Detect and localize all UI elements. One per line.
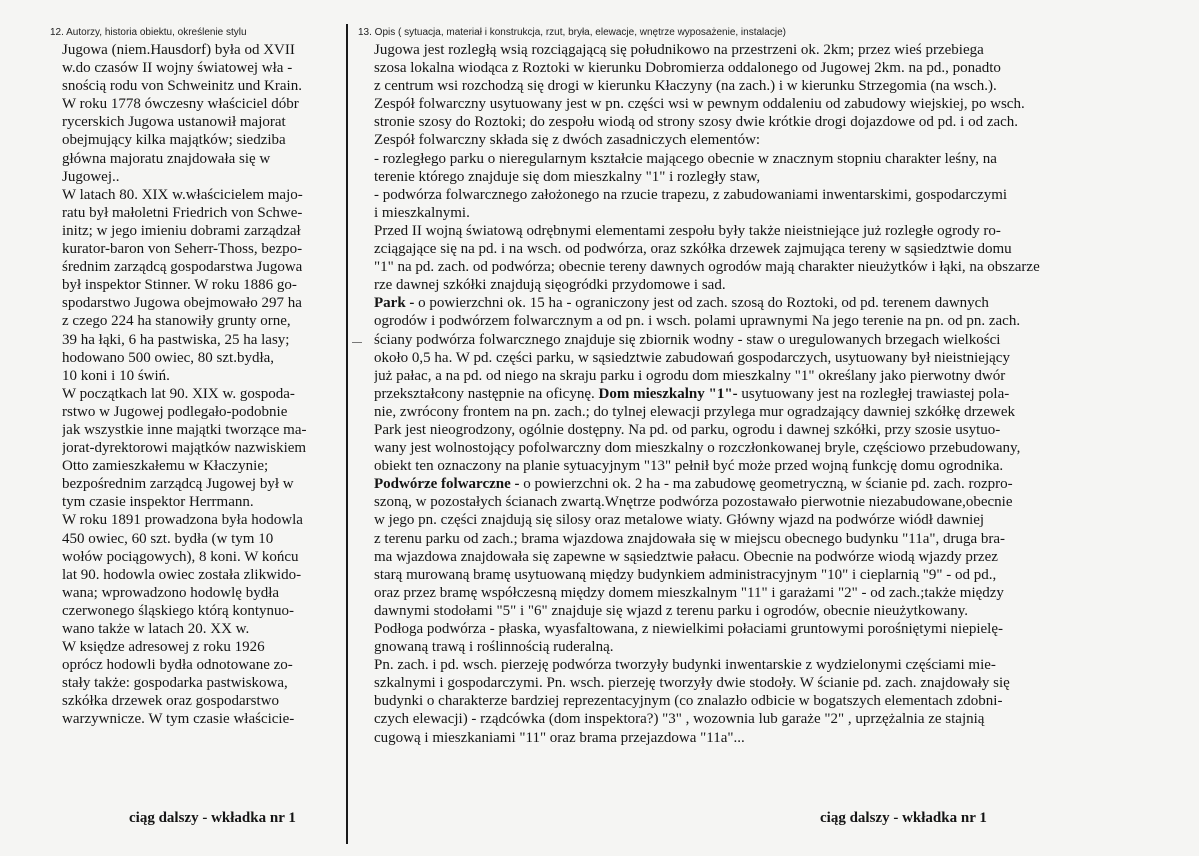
- text-line: spodarstwo Jugowa obejmowało 297 ha: [62, 295, 302, 312]
- right-continuation-note: ciąg dalszy - wkładka nr 1: [820, 810, 987, 826]
- text-line: przekształcony następnie na oficynę. Dom mieszkalny "1"- usytuowany jest na rozległej trawiastej pola-: [374, 385, 1010, 402]
- text-line: w.do czasów II wojny światowej wła -: [62, 60, 293, 77]
- description-text-column: [374, 41, 1160, 747]
- text-line: jorat-dyrektorowi majątków nazwiskiem: [62, 440, 307, 457]
- text-line: Podłoga podwórza - płaska, wyasfaltowana, z niewielkimi połaciami gruntowymi porośniętymi niepielę-: [374, 621, 1004, 637]
- text-line: zciągające się na pd. i na wsch. od podwórza, oraz szkółka drzewek zajmująca tereny w sąsiedztwie domu: [374, 241, 1012, 258]
- text-line: ma wjazdowa znajdowała się zapewne w sąsiedztwie pałacu. Obecnie na podwórze wiodą wjazdy przez: [374, 548, 998, 565]
- text-line: Pn. zach. i pd. wsch. pierzeję podwórza tworzyły budynki inwentarskie z wydzielonymi częściami mie-: [374, 657, 996, 674]
- text-line: stronie szosy do Roztoki; do zespołu wiodą od strony szosy dwie krótkie drogi dojazdowe od pd. i od zach.: [374, 114, 1019, 131]
- text-line: rycerskich Jugowa ustanowił majorat: [62, 114, 286, 131]
- text-line: jak wszystkie inne majątki tworzące ma-: [62, 421, 307, 438]
- text-line: 450 owiec, 60 szt. bydła (w tym 10: [62, 530, 274, 547]
- text-line: initz; w jego imieniu dobrami zarządzał: [62, 222, 301, 239]
- left-continuation-note: ciąg dalszy - wkładka nr 1: [129, 810, 296, 826]
- text-line: szosa lokalna wiodąca z Roztoki w kierunku Dobromierza oddalonego od Jugowej 2km. na pd., ponadto: [374, 60, 1001, 77]
- text-line: kurator-baron von Seherr-Thoss, bezpo-: [62, 241, 303, 258]
- text-line: Jugowej..: [62, 168, 120, 185]
- text-line: wana; wprowadzono hodowlę bydła: [62, 584, 280, 601]
- text-line: terenie którego znajduje się dom mieszkalny "1" i rozległy staw,: [374, 168, 761, 185]
- text-line: obiekt ten oznaczony na planie sytuacyjnym "13" pełnił być może przed wojną funkcję domu ogrodnika.: [374, 458, 1004, 475]
- text-line: ratu był małoletni Friedrich von Schwe-: [62, 204, 303, 221]
- text-line: Zespół folwarczny usytuowany jest w pn. części wsi w pewnym oddaleniu od zabudowy wiejskiej, po wsch.: [374, 96, 1025, 113]
- bold-section-heading: Podwórze folwarczne -: [374, 476, 520, 493]
- text-line: czych elewacji) - rządcówka (dom inspektora?) "3" , wozownia lub garaże "2" , uprzężalnia ze stajnią: [374, 711, 985, 728]
- text-line: W roku 1778 ówczesny właściciel dóbr: [62, 96, 299, 113]
- text-line: stały także: gospodarka pastwiskowa,: [62, 675, 288, 692]
- text-line: główna majoratu znajdowała się w: [62, 150, 271, 167]
- text-line: rze dawnej szkółki znajdują sięogródki przydomowe i sad.: [374, 277, 726, 294]
- text-line: już pałac, a na pd. od niego na skraju parku i ogrodu dom mieszkalny "1" określany jako pierwotny dwór: [374, 367, 1006, 384]
- text-line: z czego 224 ha stanowiły grunty orne,: [62, 313, 291, 330]
- text-line: 10 koni i 10 świń.: [62, 367, 170, 384]
- text-line: starą murowaną bramę usytuowaną między budynkiem administracyjnym "10" i cieplarnią "9" - od pd.,: [374, 566, 997, 583]
- text-line: czerwonego śląskiego którą kontynuo-: [62, 602, 295, 619]
- text-line: Zespół folwarczny składa się z dwóch zasadniczych elementów:: [374, 132, 761, 149]
- text-line: był inspektor Stinner. W roku 1886 go-: [62, 277, 297, 294]
- text-line: oprócz hodowli bydła odnotowane zo-: [62, 657, 293, 674]
- text-line: W początkach lat 90. XIX w. gospoda-: [62, 385, 295, 402]
- text-line: tym czasie inspektor Herrmann.: [62, 494, 254, 511]
- text-line: rstwo w Jugowej podlegało-podobnie: [62, 403, 288, 420]
- text-line: szkółka drzewek oraz gospodarstwo: [62, 693, 280, 710]
- text-line: około 0,5 ha. W pd. części parku, w sąsiedztwie zabudowań gospodarczych, usytuowany był nieistniejący: [374, 349, 1010, 366]
- text-line: hodowano 500 owiec, 80 szt.bydła,: [62, 349, 275, 366]
- text-line: wano także w latach 20. XX w.: [62, 621, 250, 637]
- scan-mark: [352, 342, 362, 343]
- text-line: lat 90. hodowla owiec została zlikwido-: [62, 566, 302, 583]
- text-line: cugową i mieszkaniami "11" oraz brama przejazdowa "11a"...: [374, 729, 745, 746]
- text-line: obejmujący kilka majątków; siedziba: [62, 132, 286, 149]
- text-line: "1" na pd. zach. od podwórza; obecnie tereny dawnych ogrodów mają charakter nieużytków i łąki, na obszarze: [374, 259, 1040, 276]
- text-line: warzywnicze. W tym czasie właścicie-: [62, 711, 295, 728]
- text-line: Jugowa (niem.Hausdorf) była od XVII: [62, 42, 295, 58]
- text-line: wany jest wolnostojący pofolwarczny dom mieszkalny o rozczłonkowanej bryle, częściowo przebudowany,: [374, 440, 1021, 457]
- text-line: z centrum wsi rozchodzą się drogi w kierunku Kłaczyny (na zach.) i w kierunku Strzegomia (na wsch.).: [374, 78, 997, 95]
- text-line: w jego pn. części znajdują się silosy oraz metalowe wiaty. Główny wjazd na podwórze wiódł dawniej: [374, 512, 985, 529]
- text-line: wołów pociągowych), 8 koni. W końcu: [62, 548, 299, 565]
- text-line: Jugowa jest rozległą wsią rozciągającą się południkowo na przestrzeni ok. 2km; przez wieś przebiega: [374, 42, 984, 58]
- text-line: Park - o powierzchni ok. 15 ha - ograniczony jest od zach. szosą do Roztoki, od pd. terenem dawnych: [374, 295, 989, 312]
- text-line: ściany podwórza folwarcznego znajduje się zbiornik wodny - staw o uregulowanych brzegach wielkości: [374, 331, 1001, 348]
- text-line: - rozległego parku o nieregularnym kształcie mającego obecnie w znacznym stopniu charakter leśny, na: [374, 150, 997, 167]
- text-line: budynki o charakterze bardziej reprezentacyjnym (co znalazło odbicie w bogatszych elementach zdobni-: [374, 693, 1003, 710]
- text-line: ogrodów i podwórzem folwarcznym a od pn. i wsch. polami uprawnymi Na jego terenie na pn. od pn. zach.: [374, 313, 1021, 330]
- text-line: W roku 1891 prowadzona była hodowla: [62, 512, 303, 529]
- text-line: średnim zarządcą gospodarstwa Jugowa: [62, 259, 303, 276]
- bold-section-heading: Park -: [374, 295, 415, 312]
- text-line: W latach 80. XIX w.właścicielem majo-: [62, 186, 303, 203]
- history-text-column: [62, 41, 344, 729]
- text-line: Park jest nieogrodzony, ogólnie dostępny. Na pd. od parku, ogrodu i dawnej szkółki, przy szosie usytuo-: [374, 421, 1001, 438]
- text-line: Podwórze folwarczne - o powierzchni ok. 2 ha - ma zabudowę geometryczną, w ścianie pd. zach. rozpro-: [374, 476, 1013, 493]
- text-line: nie, zwrócony frontem na pn. zach.; do tylnej elewacji przylega mur ogradzający dawniej szkółkę drzewek: [374, 403, 1015, 420]
- text-line: i mieszkalnymi.: [374, 204, 470, 221]
- text-line: 39 ha łąki, 6 ha pastwiska, 25 ha lasy;: [62, 331, 290, 348]
- text-line: szoną, w pozostałych ścianach zwartą.Wnętrze podwórza pozostawało pierwotnie niezabudowane,obecnie: [374, 494, 1013, 511]
- column-divider: [346, 24, 348, 844]
- text-line: Przed II wojną światową odrębnymi elementami zespołu były także nieistniejące już rozległe ogrody ro-: [374, 222, 1001, 239]
- text-line: dawnymi stodołami "5" i "6" znajduje się wjazd z terenu parku i ogrodów, obecnie nieużytkowany.: [374, 602, 969, 619]
- left-column-header: 12. Autorzy, historia obiektu, określenie stylu: [50, 27, 247, 38]
- text-line: - podwórza folwarcznego założonego na rzucie trapezu, z zabudowaniami inwentarskimi, gospodarczymi: [374, 186, 1008, 203]
- text-line: szkalnymi i gospodarczymi. Pn. wsch. pierzeję tworzyły dwie stodoły. W ścianie pd. zach. znajdowały się: [374, 675, 1010, 692]
- bold-section-heading: Dom mieszkalny "1"-: [598, 385, 738, 402]
- text-line: oraz przez bramę współczesną między domem mieszkalnym "11" i garażami "2" - od zach.;także między: [374, 584, 1004, 601]
- text-line: Otto zamieszkałemu w Kłaczynie;: [62, 458, 269, 475]
- text-line: W księdze adresowej z roku 1926: [62, 639, 265, 656]
- text-line: gnowaną trawą i roślinnością ruderalną.: [374, 639, 614, 656]
- right-column-header: 13. Opis ( sytuacja, materiał i konstrukcja, rzut, bryła, elewacje, wnętrze wyposażenie, instalacje): [358, 27, 786, 38]
- text-line: snością rodu von Schweinitz und Krain.: [62, 78, 302, 95]
- text-line: z terenu parku od zach.; brama wjazdowa znajdowała się w miejscu obecnego budynku "11a", druga bra-: [374, 530, 1006, 547]
- text-line: bezpośrednim zarządcą Jugowej był w: [62, 476, 294, 493]
